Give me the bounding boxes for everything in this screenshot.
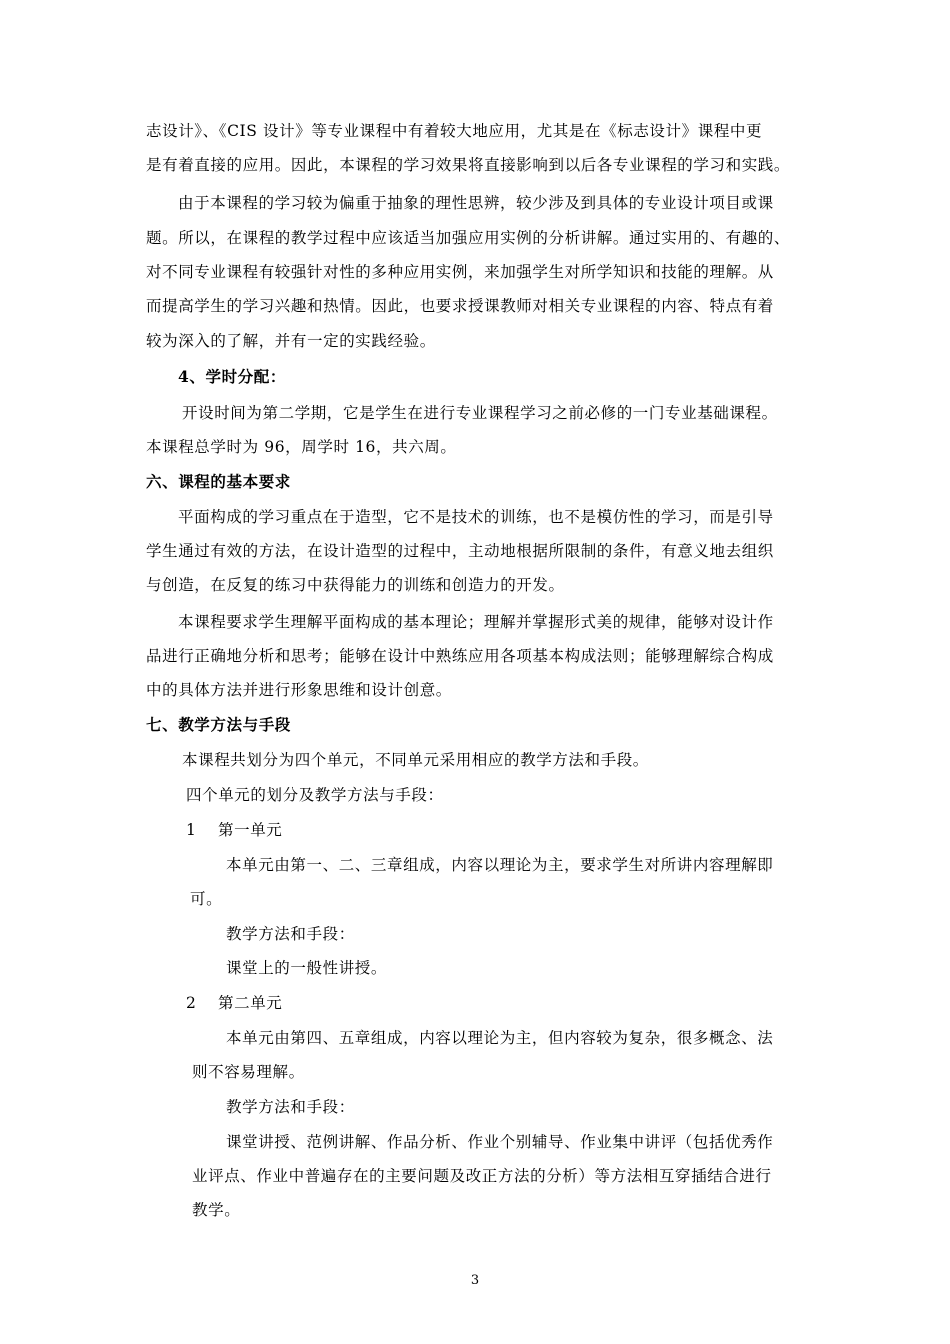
paragraph-line: 志设计》、《CIS 设计》等专业课程中有着较大地应用，尤其是在《标志设计》课程中更 — [146, 122, 763, 140]
paragraph-line: 与创造，在反复的练习中获得能力的训练和创造力的开发。 — [146, 576, 565, 594]
section-heading: 4、学时分配： — [178, 367, 286, 386]
paragraph-line: 学生通过有效的方法，在设计造型的过程中，主动地根据所限制的条件，有意义地去组织 — [146, 542, 774, 560]
unit-description: 可。 — [190, 890, 223, 908]
unit-description: 本单元由第四、五章组成，内容以理论为主，但内容较为复杂，很多概念、法 — [226, 1029, 774, 1047]
paragraph-line: 平面构成的学习重点在于造型，它不是技术的训练，也不是模仿性的学习，而是引导 — [178, 508, 774, 526]
paragraph-line: 是有着直接的应用。因此，本课程的学习效果将直接影响到以后各专业课程的学习和实践。 — [146, 156, 791, 174]
unit-title: 第一单元 — [218, 821, 283, 839]
paragraph-line: 本课程总学时为 96，周学时 16，共六周。 — [146, 438, 457, 456]
unit-heading — [186, 993, 282, 1013]
section-heading: 七、教学方法与手段 — [146, 715, 291, 734]
paragraph-line: 而提高学生的学习兴趣和热情。因此，也要求授课教师对相关专业课程的内容、特点有着 — [146, 297, 774, 315]
unit-title: 第二单元 — [218, 994, 283, 1012]
paragraph-line: 中的具体方法并进行形象思维和设计创意。 — [146, 681, 452, 699]
method-text: 课堂上的一般性讲授。 — [226, 959, 388, 977]
paragraph-line: 对不同专业课程有较强针对性的多种应用实例，来加强学生对所学知识和技能的理解。从 — [146, 263, 774, 281]
method-label: 教学方法和手段： — [226, 925, 355, 943]
section-heading: 六、课程的基本要求 — [146, 472, 291, 491]
paragraph-line: 题。所以，在课程的教学过程中应该适当加强应用实例的分析讲解。通过实用的、有趣的、 — [146, 229, 791, 247]
unit-heading — [186, 820, 282, 840]
method-text: 课堂讲授、范例讲解、作品分析、作业个别辅导、作业集中讲评（包括优秀作 — [226, 1133, 774, 1151]
paragraph-line: 由于本课程的学习较为偏重于抽象的理性思辨，较少涉及到具体的专业设计项目或课 — [178, 194, 774, 212]
method-label: 教学方法和手段： — [226, 1098, 355, 1116]
paragraph-line: 开设时间为第二学期，它是学生在进行专业课程学习之前必修的一门专业基础课程。 — [182, 404, 778, 422]
paragraph-line: 本课程共划分为四个单元，不同单元采用相应的教学方法和手段。 — [182, 751, 649, 769]
unit-description: 本单元由第一、二、三章组成，内容以理论为主，要求学生对所讲内容理解即 — [226, 856, 774, 874]
paragraph-line: 较为深入的了解，并有一定的实践经验。 — [146, 332, 436, 350]
method-text: 业评点、作业中普遍存在的主要问题及改正方法的分析）等方法相互穿插结合进行 — [192, 1167, 772, 1185]
method-text: 教学。 — [192, 1201, 241, 1219]
paragraph-line: 品进行正确地分析和思考；能够在设计中熟练应用各项基本构成法则；能够理解综合构成 — [146, 647, 774, 665]
page-number: 3 — [470, 1273, 480, 1288]
unit-number: 1 — [186, 821, 197, 839]
paragraph-line: 四个单元的划分及教学方法与手段： — [186, 786, 444, 804]
paragraph-line: 本课程要求学生理解平面构成的基本理论；理解并掌握形式美的规律，能够对设计作 — [178, 613, 774, 631]
unit-description: 则不容易理解。 — [192, 1063, 305, 1081]
unit-number: 2 — [186, 994, 197, 1012]
